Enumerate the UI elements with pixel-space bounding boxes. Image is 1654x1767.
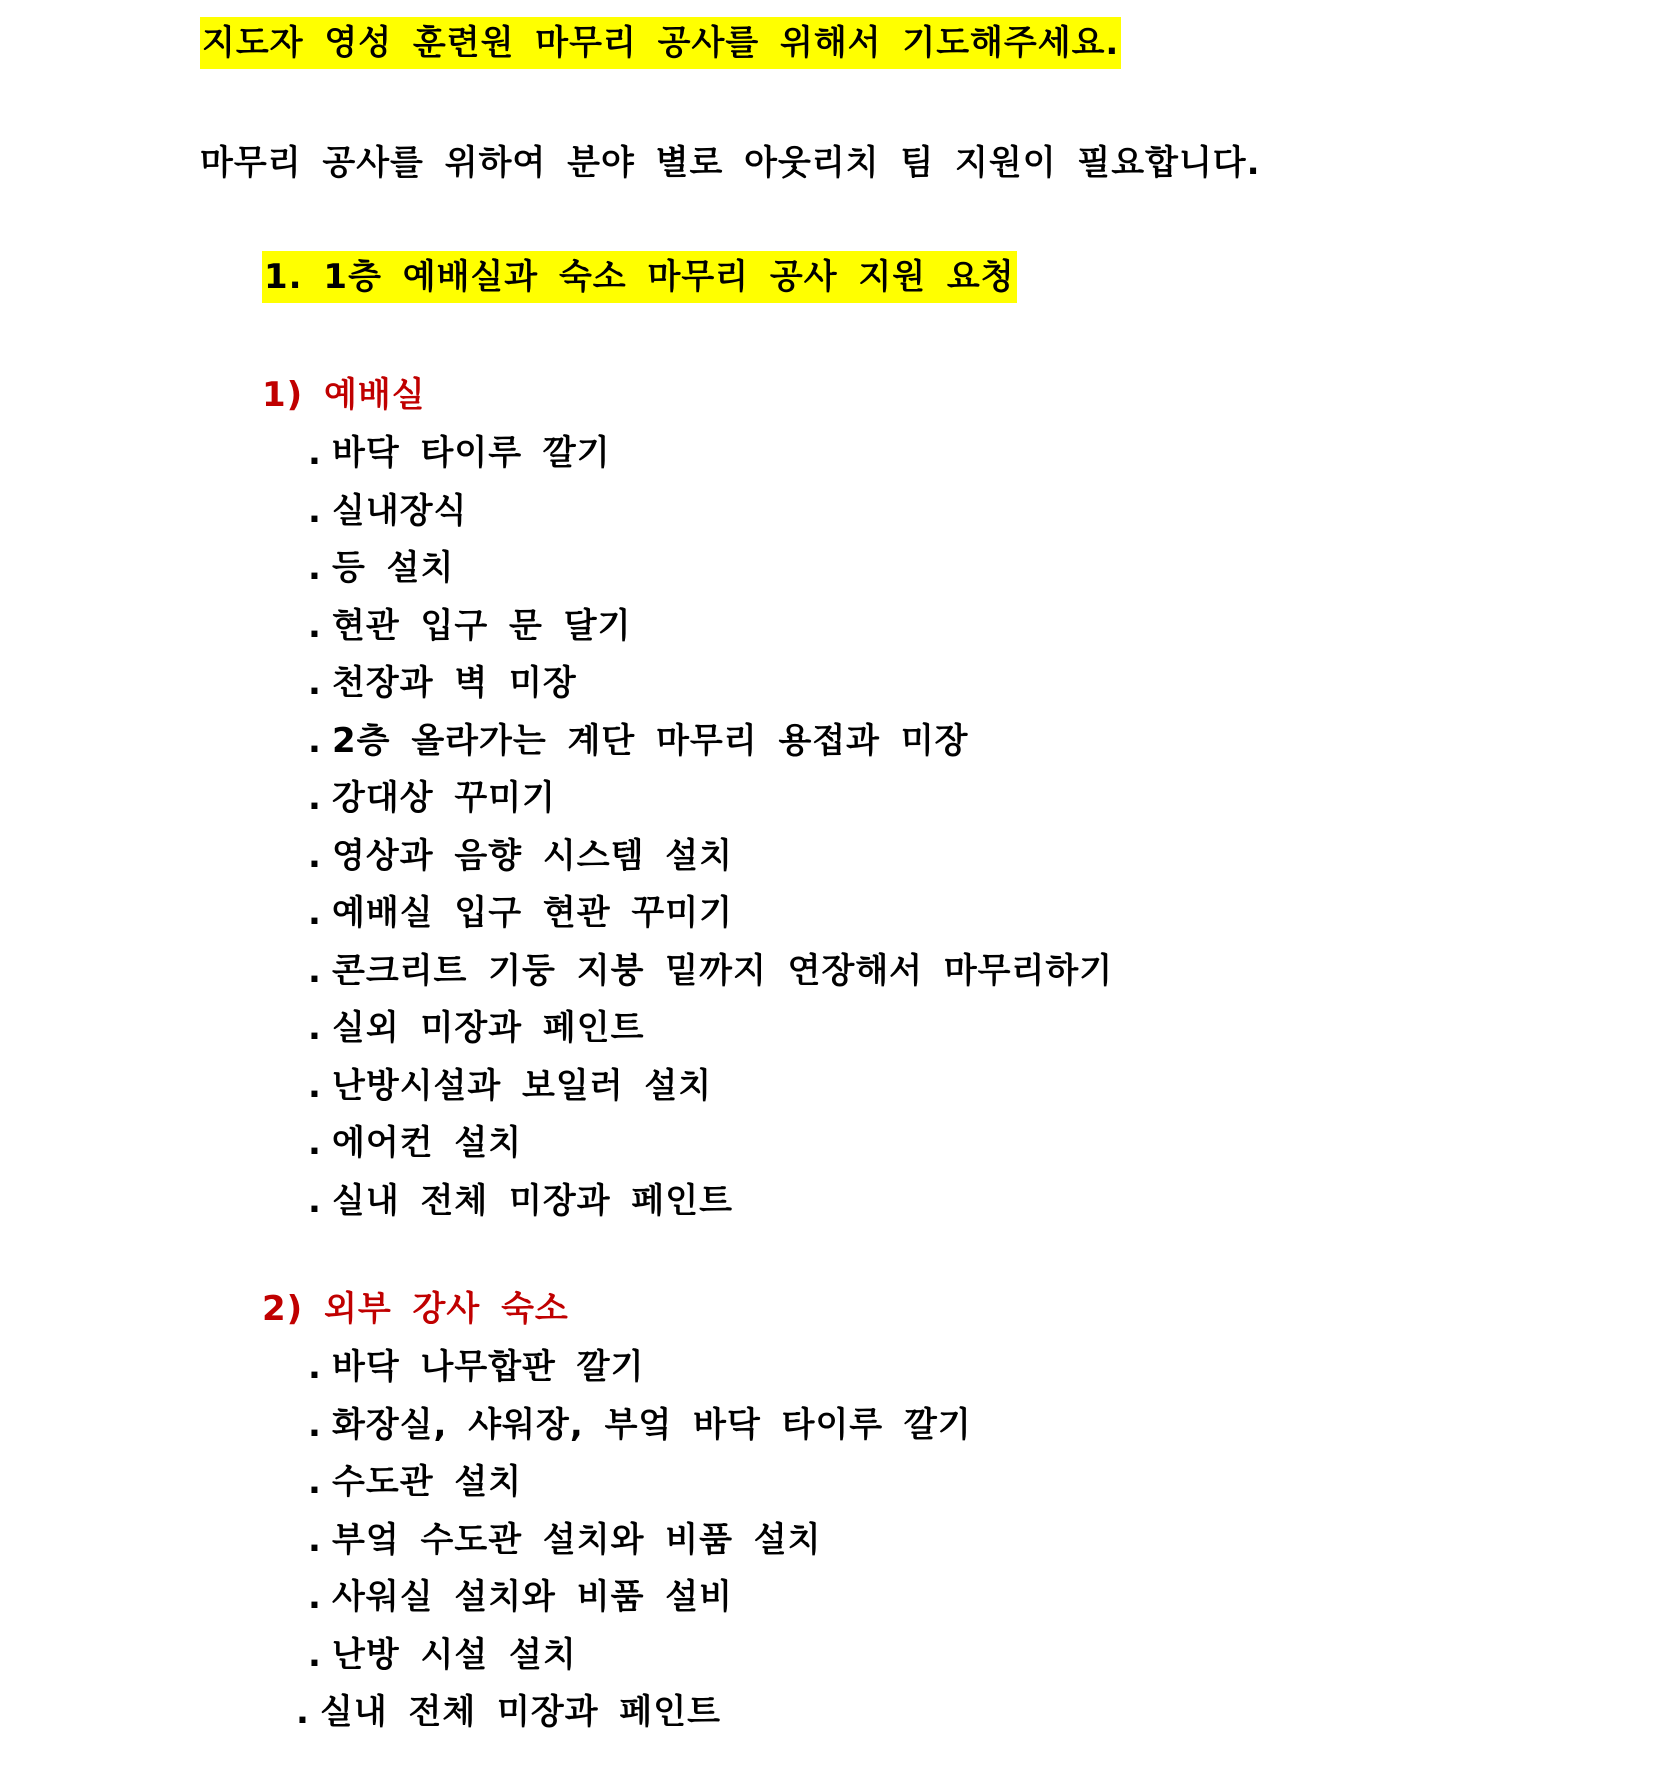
list-item [308,1065,712,1107]
bullet-dot: . [308,1065,322,1106]
bullet-dot: . [308,1462,322,1502]
bullet-dot: . [308,720,322,761]
section-1-title: 1. 1층 예배실과 숙소 마무리 공사 지원 요청 [262,251,1017,303]
list-item-label: 예배실 입구 현관 꾸미기 [332,893,733,933]
bullet-dot: . [308,1008,322,1048]
bullet-dot: . [308,950,322,991]
subsection-1-heading: 1) 예배실 [262,375,426,415]
list-item [308,1461,522,1503]
list-item-label: 등 설치 [332,548,455,588]
list-item-label: 실외 미장과 페인트 [332,1008,645,1048]
list-item-label: 실내 전체 미장과 페인트 [332,1180,733,1221]
list-item [308,490,467,532]
list-item [308,720,969,762]
list-item-label: 난방시설과 보일러 설치 [332,1065,713,1106]
list-item-label: 바닥 타이루 깔기 [332,433,611,473]
list-item-label: 수도관 설치 [332,1462,523,1502]
list-item-label: 천장과 벽 미장 [332,663,577,703]
intro-paragraph: 마무리 공사를 위하여 분야 별로 아웃리치 팀 지원이 필요합니다. [200,143,1261,183]
list-item-label: 사워실 설치와 비품 설비 [332,1577,733,1617]
list-item-label: 에어컨 설치 [332,1123,523,1163]
list-item [308,1122,522,1164]
bullet-dot: . [308,490,322,531]
bullet-dot: . [308,433,322,473]
list-item [308,1634,577,1676]
list-item-label: 바닥 나무합판 깔기 [332,1347,645,1387]
list-item-label: 영상과 음향 시스템 설치 [332,835,733,876]
bullet-dot: . [308,778,322,818]
bullet-dot: . [308,835,322,876]
list-item [308,1519,821,1561]
list-item [308,432,611,474]
list-item-label: 실내 전체 미장과 페인트 [320,1692,721,1732]
bullet-dot: . [308,1180,322,1221]
list-item [308,950,1113,992]
section-1-heading [262,256,1017,298]
bullet-dot: . [296,1692,310,1732]
list-item-label: 실내장식 [332,490,468,531]
bullet-dot: . [308,1634,322,1675]
list-item-label: 현관 입구 문 달기 [332,605,632,646]
list-item [308,1346,644,1388]
list-item-label: 강대상 꾸미기 [332,778,556,818]
list-item-label: 부엌 수도관 설치와 비품 설치 [332,1519,822,1560]
bullet-dot: . [308,548,322,588]
list-item [308,777,556,819]
list-item-label: 콘크리트 기둥 지붕 밑까지 연장해서 마무리하기 [332,950,1114,991]
list-item [308,892,733,934]
bullet-dot: . [308,1404,322,1445]
bullet-dot: . [308,1347,322,1387]
bullet-dot: . [308,893,322,933]
list-item [308,1180,733,1222]
bullet-dot: . [308,1519,322,1560]
list-item [308,662,577,704]
prayer-request-text: 지도자 영성 훈련원 마무리 공사를 위해서 기도해주세요. [200,17,1121,69]
list-item-label: 화장실, 샤워장, 부엌 바닥 타이루 깔기 [332,1404,972,1445]
list-item [308,1576,733,1618]
bullet-dot: . [308,663,322,703]
bullet-dot: . [308,1123,322,1163]
list-item-label: 2층 올라가는 계단 마무리 용접과 미장 [332,720,969,761]
list-item [308,1007,644,1049]
list-item [308,605,631,647]
list-item [296,1691,721,1733]
list-item-label: 난방 시설 설치 [332,1634,577,1675]
bullet-dot: . [308,1577,322,1617]
list-item [308,547,454,589]
bullet-dot: . [308,605,322,646]
subsection-2-heading: 2) 외부 강사 숙소 [262,1289,569,1329]
prayer-request-heading [200,22,1121,64]
list-item [308,1404,972,1446]
list-item [308,835,733,877]
